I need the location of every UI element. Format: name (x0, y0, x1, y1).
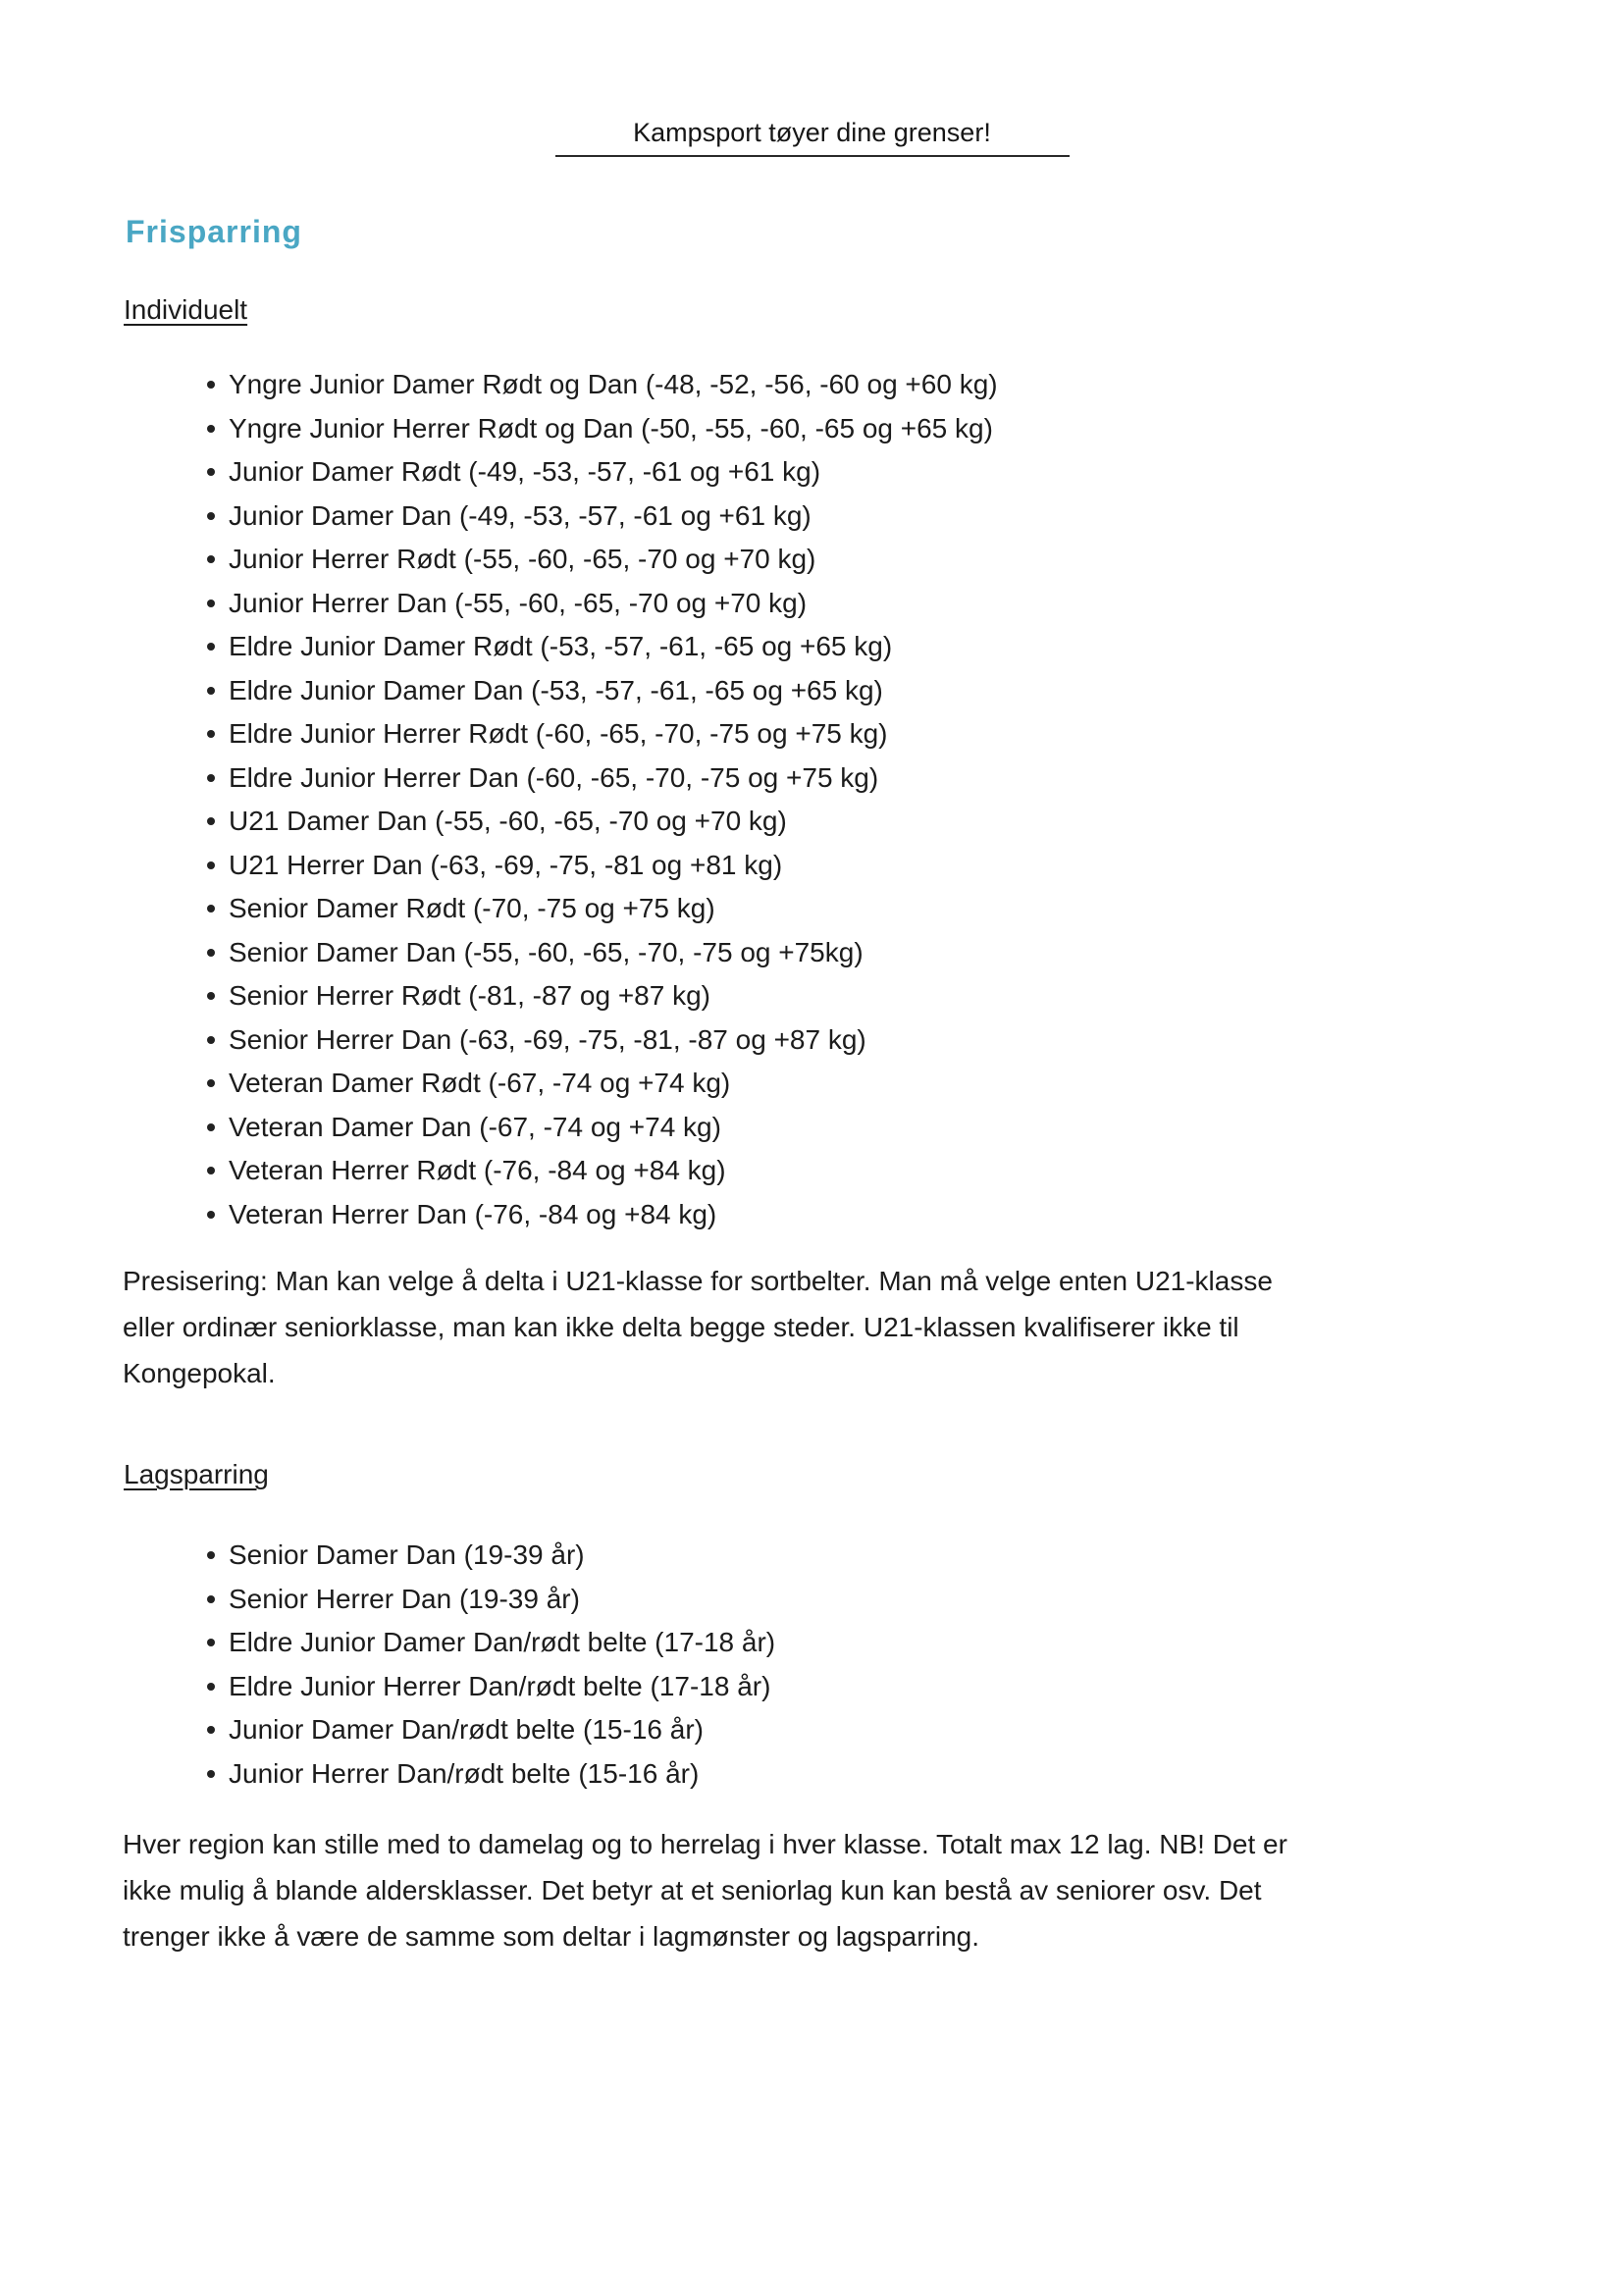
paragraph-line: eller ordinær seniorklasse, man kan ikke delta begge steder. U21-klassen kvalifiserer ikke til (123, 1312, 1239, 1342)
page-title: Frisparring (126, 214, 302, 249)
list-item (0, 887, 1624, 931)
list-item-text: Veteran Herrer Rødt (-76, -84 og +84 kg) (229, 1155, 726, 1185)
paragraph-line: ikke mulig å blande aldersklasser. Det betyr at et seniorlag kun kan bestå av seniorer osv. Det (123, 1875, 1262, 1905)
bullet-dot (207, 425, 215, 433)
bullet-dot (207, 1770, 215, 1778)
list-item (0, 363, 1624, 407)
list-item (0, 1062, 1624, 1106)
list-item-text: Eldre Junior Damer Dan/rødt belte (17-18 år) (229, 1627, 776, 1657)
list-item-text: Eldre Junior Herrer Dan/rødt belte (17-18 år) (229, 1670, 771, 1701)
list-item-text: U21 Damer Dan (-55, -60, -65, -70 og +70 kg) (229, 806, 787, 836)
list-item (0, 974, 1624, 1018)
list-item (0, 1193, 1624, 1237)
list-item-text: U21 Herrer Dan (-63, -69, -75, -81 og +81 kg) (229, 849, 783, 880)
list-item-text: Junior Herrer Dan (-55, -60, -65, -70 og +70 kg) (229, 587, 808, 618)
list-item-text: Yngre Junior Damer Rødt og Dan (-48, -52, -56, -60 og +60 kg) (229, 369, 998, 399)
list-item (0, 1752, 1624, 1797)
bullet-dot (207, 555, 215, 563)
header-slogan: Kampsport tøyer dine grenser! (633, 118, 991, 147)
list-item (0, 800, 1624, 844)
bullet-dot (207, 687, 215, 695)
list-item-text: Veteran Damer Dan (-67, -74 og +74 kg) (229, 1111, 721, 1142)
team-list (0, 1534, 1624, 1796)
list-item-text: Eldre Junior Damer Dan (-53, -57, -61, -65 og +65 kg) (229, 674, 883, 705)
list-item (0, 844, 1624, 888)
list-item-text: Senior Herrer Dan (-63, -69, -75, -81, -87 og +87 kg) (229, 1023, 866, 1055)
paragraph-line: Hver region kan stille med to damelag og to herrelag i hver klasse. Totalt max 12 lag. NB! Det er (123, 1829, 1287, 1859)
list-item (0, 1534, 1624, 1578)
list-item (0, 450, 1624, 495)
bullet-dot (207, 861, 215, 869)
list-item (0, 407, 1624, 451)
section-heading-individuelt: Individuelt (124, 294, 248, 325)
list-item (0, 712, 1624, 756)
individual-list (0, 363, 1624, 1236)
list-item (0, 756, 1624, 801)
paragraph-line: Presisering: Man kan velge å delta i U21-klasse for sortbelter. Man må velge enten U21-klasse (123, 1266, 1273, 1296)
bullet-dot (207, 1123, 215, 1131)
list-item (0, 625, 1624, 669)
paragraph-line: trenger ikke å være de samme som deltar i lagmønster og lagsparring. (123, 1921, 980, 1952)
bullet-dot (207, 600, 215, 607)
bullet-dot (207, 1079, 215, 1087)
list-item (0, 1708, 1624, 1752)
bullet-dot (207, 643, 215, 651)
bullet-dot (207, 1036, 215, 1044)
list-item (0, 538, 1624, 582)
paragraph-line: Kongepokal. (123, 1358, 276, 1388)
bullet-dot (207, 468, 215, 476)
presisering-paragraph (123, 1258, 1624, 1396)
bullet-dot (207, 992, 215, 1000)
header-rule (555, 155, 1070, 157)
list-item-text: Senior Herrer Dan (19-39 år) (229, 1583, 580, 1614)
list-item (0, 1106, 1624, 1150)
list-item (0, 495, 1624, 539)
bullet-dot (207, 1683, 215, 1691)
team-note-paragraph (123, 1821, 1624, 1959)
bullet-dot (207, 1211, 215, 1219)
list-item (0, 931, 1624, 975)
list-item-text: Eldre Junior Herrer Dan (-60, -65, -70, -75 og +75 kg) (229, 761, 879, 793)
list-item (0, 1621, 1624, 1665)
list-item (0, 1018, 1624, 1063)
list-item-text: Junior Damer Rødt (-49, -53, -57, -61 og +61 kg) (229, 456, 821, 487)
bullet-dot (207, 1726, 215, 1734)
list-item-text: Yngre Junior Herrer Rødt og Dan (-50, -55, -60, -65 og +65 kg) (229, 412, 993, 443)
bullet-dot (207, 1551, 215, 1559)
bullet-dot (207, 1167, 215, 1174)
section-heading-lagsparring: Lagsparring (124, 1459, 269, 1489)
list-item (0, 1578, 1624, 1622)
list-item-text: Senior Damer Rødt (-70, -75 og +75 kg) (229, 893, 715, 923)
list-item (0, 1665, 1624, 1709)
bullet-dot (207, 905, 215, 913)
list-item-text: Junior Damer Dan/rødt belte (15-16 år) (229, 1714, 704, 1745)
list-item (0, 669, 1624, 713)
bullet-dot (207, 381, 215, 389)
list-item-text: Veteran Damer Rødt (-67, -74 og +74 kg) (229, 1068, 731, 1098)
bullet-dot (207, 774, 215, 782)
list-item-text: Junior Herrer Dan/rødt belte (15-16 år) (229, 1757, 700, 1789)
list-item-text: Veteran Herrer Dan (-76, -84 og +84 kg) (229, 1198, 717, 1229)
list-item-text: Junior Herrer Rødt (-55, -60, -65, -70 og +70 kg) (229, 544, 816, 574)
list-item-text: Senior Herrer Rødt (-81, -87 og +87 kg) (229, 980, 710, 1011)
list-item-text: Senior Damer Dan (-55, -60, -65, -70, -75 og +75kg) (229, 936, 864, 967)
list-item-text: Eldre Junior Damer Rødt (-53, -57, -61, -65 og +65 kg) (229, 631, 893, 661)
bullet-dot (207, 512, 215, 520)
list-item (0, 582, 1624, 626)
bullet-dot (207, 949, 215, 957)
list-item (0, 1149, 1624, 1193)
bullet-dot (207, 1639, 215, 1646)
bullet-dot (207, 730, 215, 738)
list-item-text: Senior Damer Dan (19-39 år) (229, 1539, 585, 1570)
bullet-dot (207, 817, 215, 825)
list-item-text: Junior Damer Dan (-49, -53, -57, -61 og +61 kg) (229, 499, 812, 531)
list-item-text: Eldre Junior Herrer Rødt (-60, -65, -70, -75 og +75 kg) (229, 718, 888, 749)
bullet-dot (207, 1595, 215, 1603)
